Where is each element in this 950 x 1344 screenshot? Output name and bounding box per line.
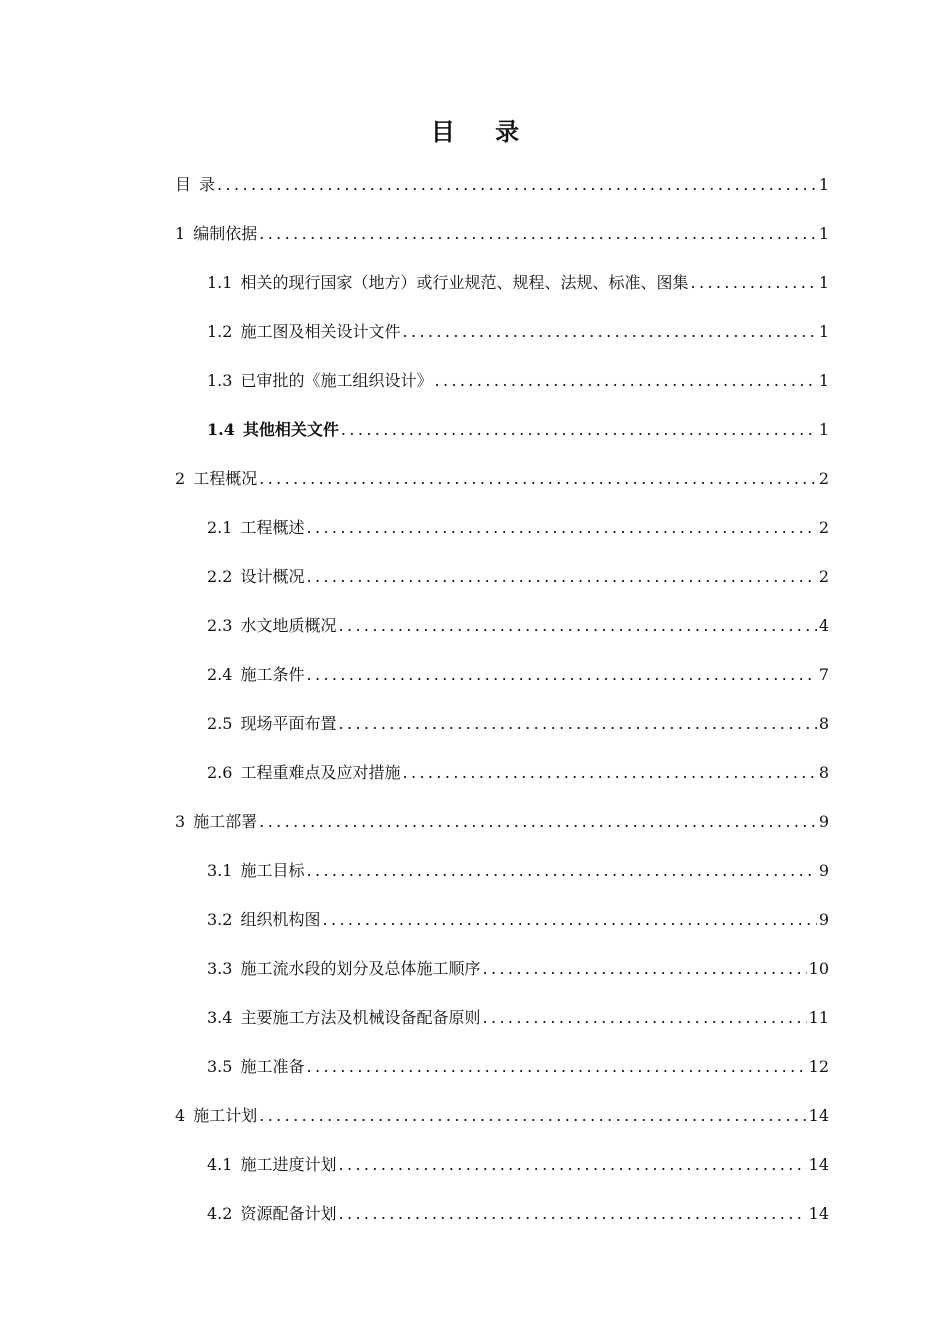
toc-page-number: 4 (818, 616, 829, 635)
toc-entry-number: 4.2 (207, 1204, 233, 1223)
toc-entry-title (207, 1005, 480, 1031)
toc-dot-leader (259, 1103, 806, 1129)
toc-entry-number: 2.1 (207, 518, 233, 537)
toc-entry-title (175, 221, 257, 247)
toc-entry-number: 2 (175, 469, 186, 488)
toc-entry-number: 2.2 (207, 567, 233, 586)
toc-entry[interactable] (175, 270, 829, 319)
toc-page-number: 9 (818, 910, 829, 929)
toc-page-number: 14 (808, 1204, 829, 1223)
toc-page-number: 8 (818, 763, 829, 782)
toc-entry[interactable] (175, 368, 829, 417)
toc-page-number: 14 (808, 1155, 829, 1174)
toc-entry[interactable] (175, 417, 829, 466)
toc-entry-label: 工程重难点及应对措施 (240, 763, 401, 782)
toc-entry-label: 其他相关文件 (242, 420, 339, 439)
toc-entry-title (207, 1201, 336, 1227)
toc-dot-leader (259, 221, 817, 247)
toc-entry-title (175, 809, 257, 835)
toc-dot-leader (434, 368, 816, 394)
toc-entry-title (175, 1103, 257, 1129)
toc-page-number: 1 (818, 371, 829, 390)
toc-page-number: 2 (818, 518, 829, 537)
toc-entry[interactable] (175, 1201, 829, 1250)
toc-page-number: 8 (818, 714, 829, 733)
toc-entry-label: 施工部署 (193, 812, 258, 831)
toc-entry-number: 3 (175, 812, 186, 831)
toc-entry[interactable] (175, 907, 829, 956)
toc-page-number: 9 (818, 861, 829, 880)
toc-entry[interactable] (175, 466, 829, 515)
toc-entry-title (207, 270, 688, 296)
toc-entry[interactable] (175, 613, 829, 662)
toc-entry[interactable] (175, 760, 829, 809)
toc-page-number: 12 (808, 1057, 829, 1076)
toc-dot-leader (306, 564, 816, 590)
toc-entry[interactable] (175, 711, 829, 760)
toc-entry-number: 1.1 (207, 273, 233, 292)
toc-entry-title (207, 1054, 304, 1080)
toc-dot-leader (338, 1152, 806, 1178)
toc-dot-leader (217, 172, 817, 198)
toc-entry-label: 录 (199, 175, 216, 194)
toc-page-number: 10 (808, 959, 829, 978)
toc-page-number: 1 (818, 224, 829, 243)
toc-entry-number: 目 (175, 175, 192, 194)
toc-entry-label: 施工条件 (240, 665, 305, 684)
toc-entry[interactable] (175, 172, 829, 221)
toc-entry-number: 1.2 (207, 322, 233, 341)
toc-entry[interactable] (175, 1103, 829, 1152)
toc-entry-number: 3.4 (207, 1008, 233, 1027)
toc-dot-leader (259, 809, 817, 835)
toc-entry-title (207, 515, 304, 541)
toc-page-number: 11 (808, 1008, 829, 1027)
toc-entry-label: 组织机构图 (240, 910, 321, 929)
toc-page-number: 2 (818, 469, 829, 488)
toc-entry-title (207, 613, 336, 639)
toc-dot-leader (402, 760, 816, 786)
table-of-contents (175, 172, 829, 1250)
toc-entry-number: 3.3 (207, 959, 233, 978)
toc-entry-number: 1.3 (207, 371, 233, 390)
toc-entry[interactable] (175, 221, 829, 270)
toc-dot-leader (341, 417, 817, 443)
toc-entry-label: 工程概述 (240, 518, 305, 537)
toc-entry-title (207, 956, 480, 982)
toc-dot-leader (259, 466, 817, 492)
toc-entry-number: 2.3 (207, 616, 233, 635)
toc-dot-leader (322, 907, 816, 933)
toc-entry[interactable] (175, 809, 829, 858)
toc-dot-leader (306, 858, 816, 884)
toc-entry-number: 1 (175, 224, 186, 243)
toc-entry-title (175, 172, 215, 198)
toc-page-number: 1 (818, 175, 829, 194)
toc-entry-title (207, 564, 304, 590)
toc-entry-title (207, 319, 400, 345)
toc-entry-label: 施工进度计划 (240, 1155, 337, 1174)
toc-entry-title (207, 858, 304, 884)
toc-page-number: 1 (818, 322, 829, 341)
toc-dot-leader (402, 319, 816, 345)
toc-entry-title (175, 466, 257, 492)
toc-entry-label: 已审批的《施工组织设计》 (240, 371, 433, 390)
toc-entry-title (207, 1152, 336, 1178)
toc-entry-title (207, 368, 432, 394)
toc-entry-label: 施工准备 (240, 1057, 305, 1076)
toc-page-number: 2 (818, 567, 829, 586)
toc-entry[interactable] (175, 1054, 829, 1103)
toc-entry-label: 工程概况 (193, 469, 258, 488)
toc-dot-leader (306, 515, 816, 541)
toc-entry-number: 2.6 (207, 763, 233, 782)
toc-entry-label: 主要施工方法及机械设备配备原则 (240, 1008, 481, 1027)
toc-entry-label: 现场平面布置 (240, 714, 337, 733)
toc-entry-number: 4 (175, 1106, 186, 1125)
toc-entry[interactable] (175, 564, 829, 613)
toc-page-number: 14 (808, 1106, 829, 1125)
toc-entry-number: 3.2 (207, 910, 233, 929)
toc-page-number: 1 (818, 273, 829, 292)
toc-entry-label: 施工图及相关设计文件 (240, 322, 401, 341)
toc-page-number: 1 (818, 420, 829, 439)
toc-dot-leader (306, 662, 816, 688)
toc-entry-label: 相关的现行国家（地方）或行业规范、规程、法规、标准、图集 (240, 273, 689, 292)
toc-entry[interactable] (175, 858, 829, 907)
toc-entry-title (207, 907, 320, 933)
toc-page-number: 9 (818, 812, 829, 831)
toc-entry-number: 2.5 (207, 714, 233, 733)
toc-dot-leader (338, 711, 816, 737)
toc-entry-number: 1.4 (207, 420, 235, 439)
toc-entry-label: 水文地质概况 (240, 616, 337, 635)
toc-entry-label: 施工流水段的划分及总体施工顺序 (240, 959, 481, 978)
toc-page-number: 7 (818, 665, 829, 684)
toc-dot-leader (338, 613, 816, 639)
page-title: 目 录 (430, 117, 536, 146)
toc-entry-number: 3.5 (207, 1057, 233, 1076)
toc-entry-number: 4.1 (207, 1155, 233, 1174)
toc-entry-number: 3.1 (207, 861, 233, 880)
toc-dot-leader (482, 956, 806, 982)
toc-entry[interactable] (175, 662, 829, 711)
toc-entry-title (207, 760, 400, 786)
toc-entry-title (207, 417, 339, 443)
toc-entry-number: 2.4 (207, 665, 233, 684)
toc-dot-leader (482, 1005, 806, 1031)
toc-dot-leader (338, 1201, 806, 1227)
toc-entry[interactable] (175, 319, 829, 368)
toc-dot-leader (690, 270, 816, 296)
toc-entry-title (207, 711, 336, 737)
toc-entry-label: 设计概况 (240, 567, 305, 586)
toc-entry-label: 编制依据 (193, 224, 258, 243)
toc-entry[interactable] (175, 515, 829, 564)
toc-entry[interactable] (175, 1152, 829, 1201)
toc-entry-title (207, 662, 304, 688)
toc-entry[interactable] (175, 956, 829, 1005)
toc-entry-label: 施工目标 (240, 861, 305, 880)
toc-entry[interactable] (175, 1005, 829, 1054)
toc-entry-label: 施工计划 (193, 1106, 258, 1125)
toc-entry-label: 资源配备计划 (240, 1204, 337, 1223)
toc-dot-leader (306, 1054, 806, 1080)
